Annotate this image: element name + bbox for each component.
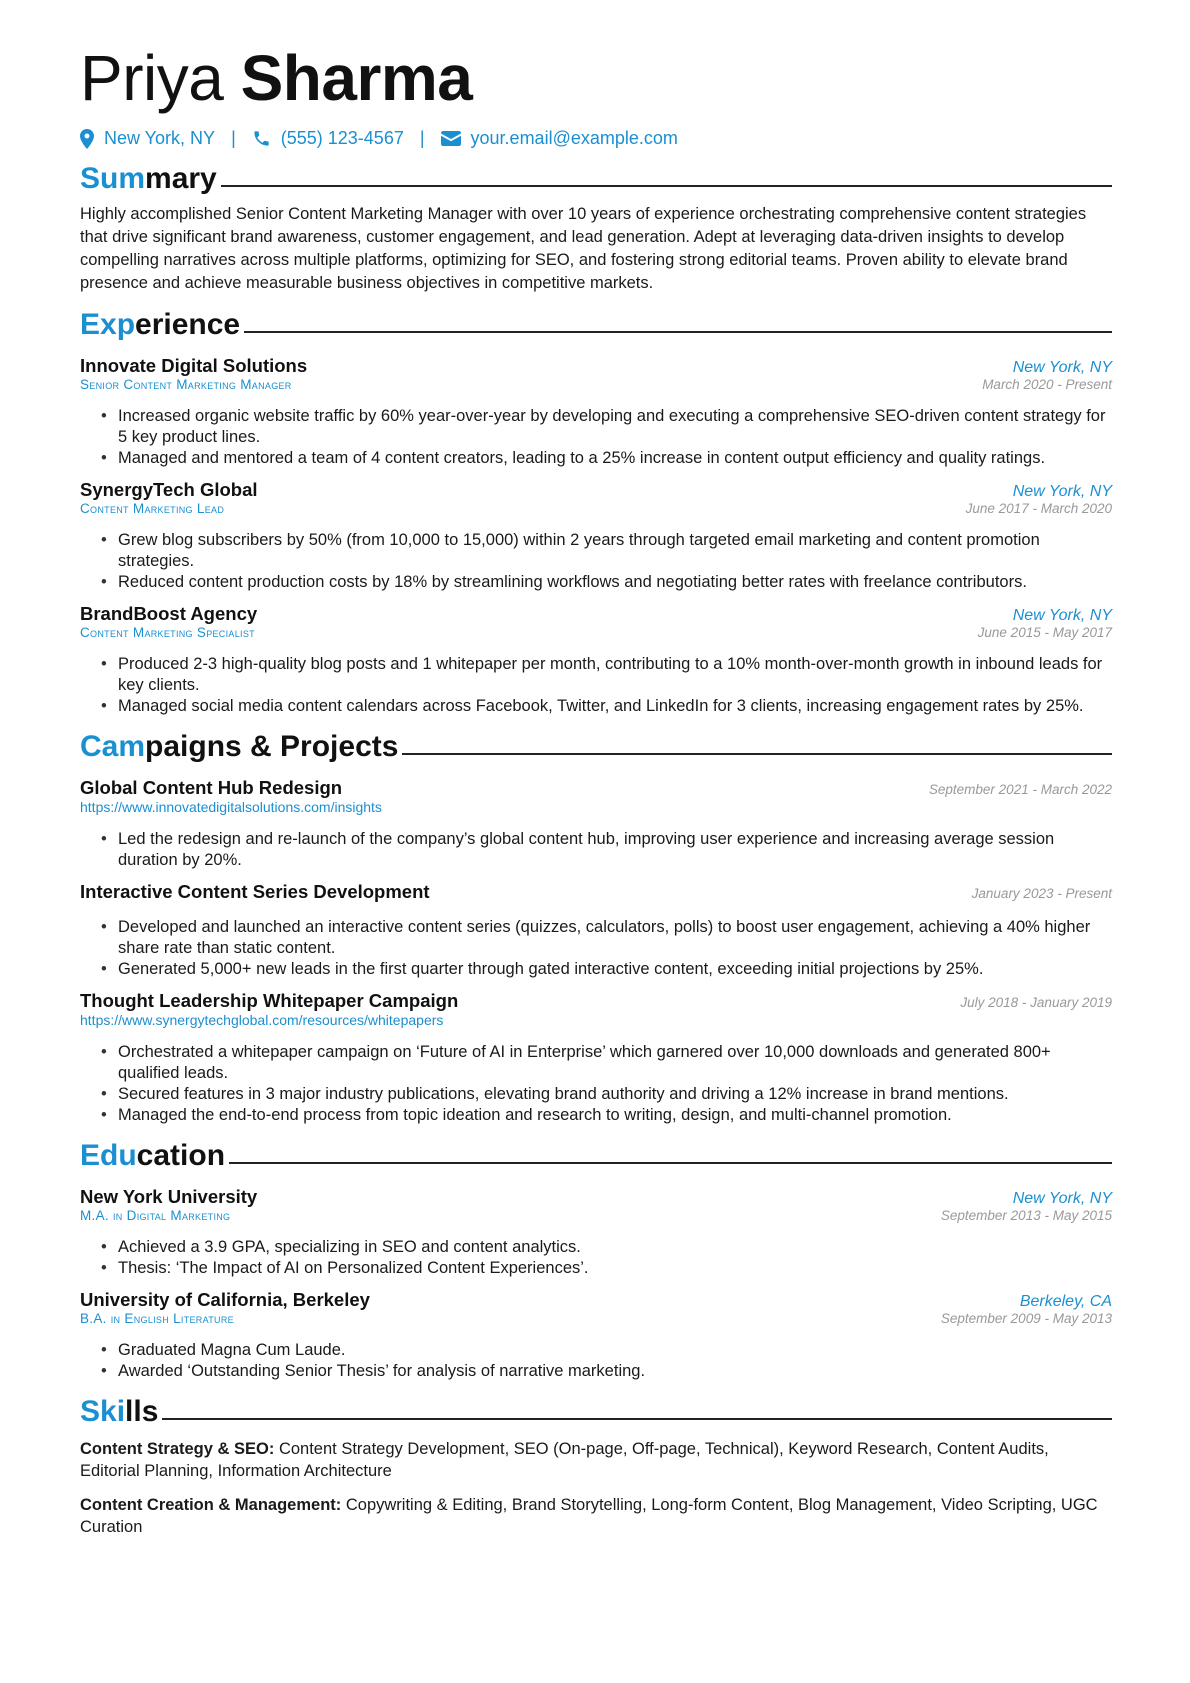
job-dates: June 2017 - March 2020 [965, 501, 1112, 516]
email-link: your.email@example.com [470, 128, 678, 148]
contact-location [80, 128, 215, 149]
skill-group-text: Copywriting & Editing, Brand Storytelling, Long-form Content, Blog Management, Video Scripting, UGC Curation [80, 1496, 1098, 1536]
separator: | [419, 128, 425, 148]
project-dates: January 2023 - Present [971, 886, 1112, 901]
section-rule [162, 1418, 1112, 1420]
projects-heading [80, 727, 1112, 767]
job-dates: March 2020 - Present [982, 377, 1112, 392]
education-entry [80, 1289, 1112, 1382]
job-title: Content Marketing Lead [80, 501, 225, 516]
job-title: Senior Content Marketing Manager [80, 377, 292, 392]
education-heading [80, 1136, 1112, 1176]
section-rule [229, 1162, 1112, 1164]
last-name: Sharma [240, 42, 473, 114]
summary-heading [80, 159, 1112, 199]
bullet-item: • Achieved a 3.9 GPA, specializing in SEO and content analytics. [116, 1237, 1112, 1258]
bullet-item: • Managed and mentored a team of 4 content creators, leading to a 25% increase in content output efficiency and quality ratings. [116, 448, 1112, 469]
candidate-name [80, 40, 1112, 116]
bullet-item: • Managed social media content calendars across Facebook, Twitter, and LinkedIn for 3 clients, increasing engagement rates by 25%. [116, 696, 1112, 717]
degree: M.A. in Digital Marketing [80, 1208, 231, 1223]
first-name: Priya [80, 42, 224, 114]
skill-group-label: Content Strategy & SEO: [80, 1440, 275, 1458]
section-rule [402, 753, 1112, 755]
project-title: Interactive Content Series Development [80, 881, 430, 902]
bullet-item: • Developed and launched an interactive content series (quizzes, calculators, polls) to boost user engagement, achieving a 40% higher share rate than static content. [116, 917, 1112, 959]
bullet-item: • Managed the end-to-end process from topic ideation and research to writing, design, and multi-channel promotion. [116, 1105, 1112, 1126]
bullet-item: • Produced 2-3 high-quality blog posts and 1 whitepaper per month, contributing to a 10% month-over-month growth in inbound leads for key clients. [116, 654, 1112, 696]
contact-email[interactable] [441, 128, 678, 149]
degree: B.A. in English Literature [80, 1311, 234, 1326]
skill-group-label: Content Creation & Management: [80, 1496, 342, 1514]
school-name: New York University [80, 1186, 258, 1207]
bullet-list [80, 1340, 1112, 1382]
school-name: University of California, Berkeley [80, 1289, 370, 1310]
bullet-list [80, 406, 1112, 469]
education-dates: September 2013 - May 2015 [940, 1208, 1112, 1223]
bullet-list [80, 829, 1112, 871]
bullet-item: • Generated 5,000+ new leads in the first quarter through gated interactive content, exceeding initial projections by 25%. [116, 959, 1112, 980]
bullet-list [80, 654, 1112, 717]
bullet-item: • Grew blog subscribers by 50% (from 10,000 to 15,000) within 2 years through targeted email marketing and content promotion strategies. [116, 530, 1112, 572]
separator: | [231, 128, 236, 148]
bullet-list [80, 530, 1112, 593]
bullet-item: • Orchestrated a whitepaper campaign on ‘Future of AI in Enterprise’ which garnered over 10,000 downloads and generated 800+ qualified leads. [116, 1042, 1112, 1084]
bullet-item: • Increased organic website traffic by 60% year-over-year by developing and executing a comprehensive SEO-driven content strategy for 5 key product lines. [116, 406, 1112, 448]
map-pin-icon [80, 129, 94, 149]
bullet-item: • Led the redesign and re-launch of the company’s global content hub, improving user experience and increasing average session duration by 20%. [116, 829, 1112, 871]
project-dates: September 2021 - March 2022 [928, 782, 1112, 797]
experience-entry [80, 603, 1112, 717]
bullet-list [80, 1042, 1112, 1126]
project-dates: July 2018 - January 2019 [960, 995, 1112, 1010]
project-title: Thought Leadership Whitepaper Campaign [80, 990, 459, 1011]
section-rule [221, 185, 1112, 187]
project-link[interactable]: https://www.innovatedigitalsolutions.com/insights [80, 799, 382, 815]
education-entry [80, 1186, 1112, 1279]
section-title: Summary [80, 162, 217, 195]
skill-group [80, 1438, 1112, 1482]
section-title: Campaigns & Projects [80, 730, 399, 763]
company-name: SynergyTech Global [80, 479, 258, 500]
project-title: Global Content Hub Redesign [80, 777, 343, 798]
bullet-item: • Graduated Magna Cum Laude. [116, 1340, 1112, 1361]
phone-text: (555) 123-4567 [280, 128, 404, 148]
section-rule [244, 331, 1112, 333]
contact-phone[interactable] [252, 128, 404, 149]
bullet-item: • Thesis: ‘The Impact of AI on Personalized Content Experiences’. [116, 1258, 1112, 1279]
project-entry [80, 777, 1112, 871]
job-location: New York, NY [1012, 483, 1112, 500]
experience-heading [80, 305, 1112, 345]
job-location: New York, NY [1012, 607, 1112, 624]
education-dates: September 2009 - May 2013 [940, 1311, 1112, 1326]
section-title: Education [80, 1139, 226, 1172]
job-title: Content Marketing Specialist [80, 625, 255, 640]
project-entry [80, 881, 1112, 980]
job-dates: June 2015 - May 2017 [977, 625, 1112, 640]
envelope-icon [441, 131, 461, 146]
contact-bar [80, 128, 1112, 149]
phone-icon [252, 129, 271, 148]
skills-heading [80, 1392, 1112, 1432]
skill-group-text: Content Strategy Development, SEO (On-page, Off-page, Technical), Keyword Research, Content Audits, Editorial Planning, Information Architecture [80, 1440, 1049, 1480]
school-location: New York, NY [1012, 1190, 1112, 1207]
project-link[interactable]: https://www.synergytechglobal.com/resources/whitepapers [80, 1012, 444, 1028]
experience-entry [80, 479, 1112, 593]
job-location: New York, NY [1012, 359, 1112, 376]
company-name: Innovate Digital Solutions [80, 355, 308, 376]
bullet-item: • Reduced content production costs by 18% by streamlining workflows and negotiating better rates with freelance contributors. [116, 572, 1112, 593]
skill-group [80, 1494, 1112, 1538]
summary-text: Highly accomplished Senior Content Marketing Manager with over 10 years of experience orchestrating comprehensive content strategies that drive significant brand awareness, customer engagement, and lead generation. Adept at leveraging data-driven insights to develop compelling narratives across multiple platforms, optimizing for SEO, and fostering strong editorial teams. Proven ability to elevate brand presence and achieve measurable business objectives in competitive markets. [80, 205, 1087, 292]
bullet-list [80, 1237, 1112, 1279]
skills-list [80, 1438, 1112, 1538]
experience-entry [80, 355, 1112, 469]
company-name: BrandBoost Agency [80, 603, 258, 624]
section-title: Experience [80, 308, 241, 341]
bullet-list [80, 917, 1112, 980]
bullet-item: • Secured features in 3 major industry publications, elevating brand authority and driving a 12% increase in brand mentions. [116, 1084, 1112, 1105]
project-entry [80, 990, 1112, 1126]
location-text: New York, NY [104, 128, 216, 148]
bullet-item: • Awarded ‘Outstanding Senior Thesis’ for analysis of narrative marketing. [116, 1361, 1112, 1382]
school-location: Berkeley, CA [1019, 1293, 1112, 1310]
section-title: Skills [80, 1395, 159, 1428]
